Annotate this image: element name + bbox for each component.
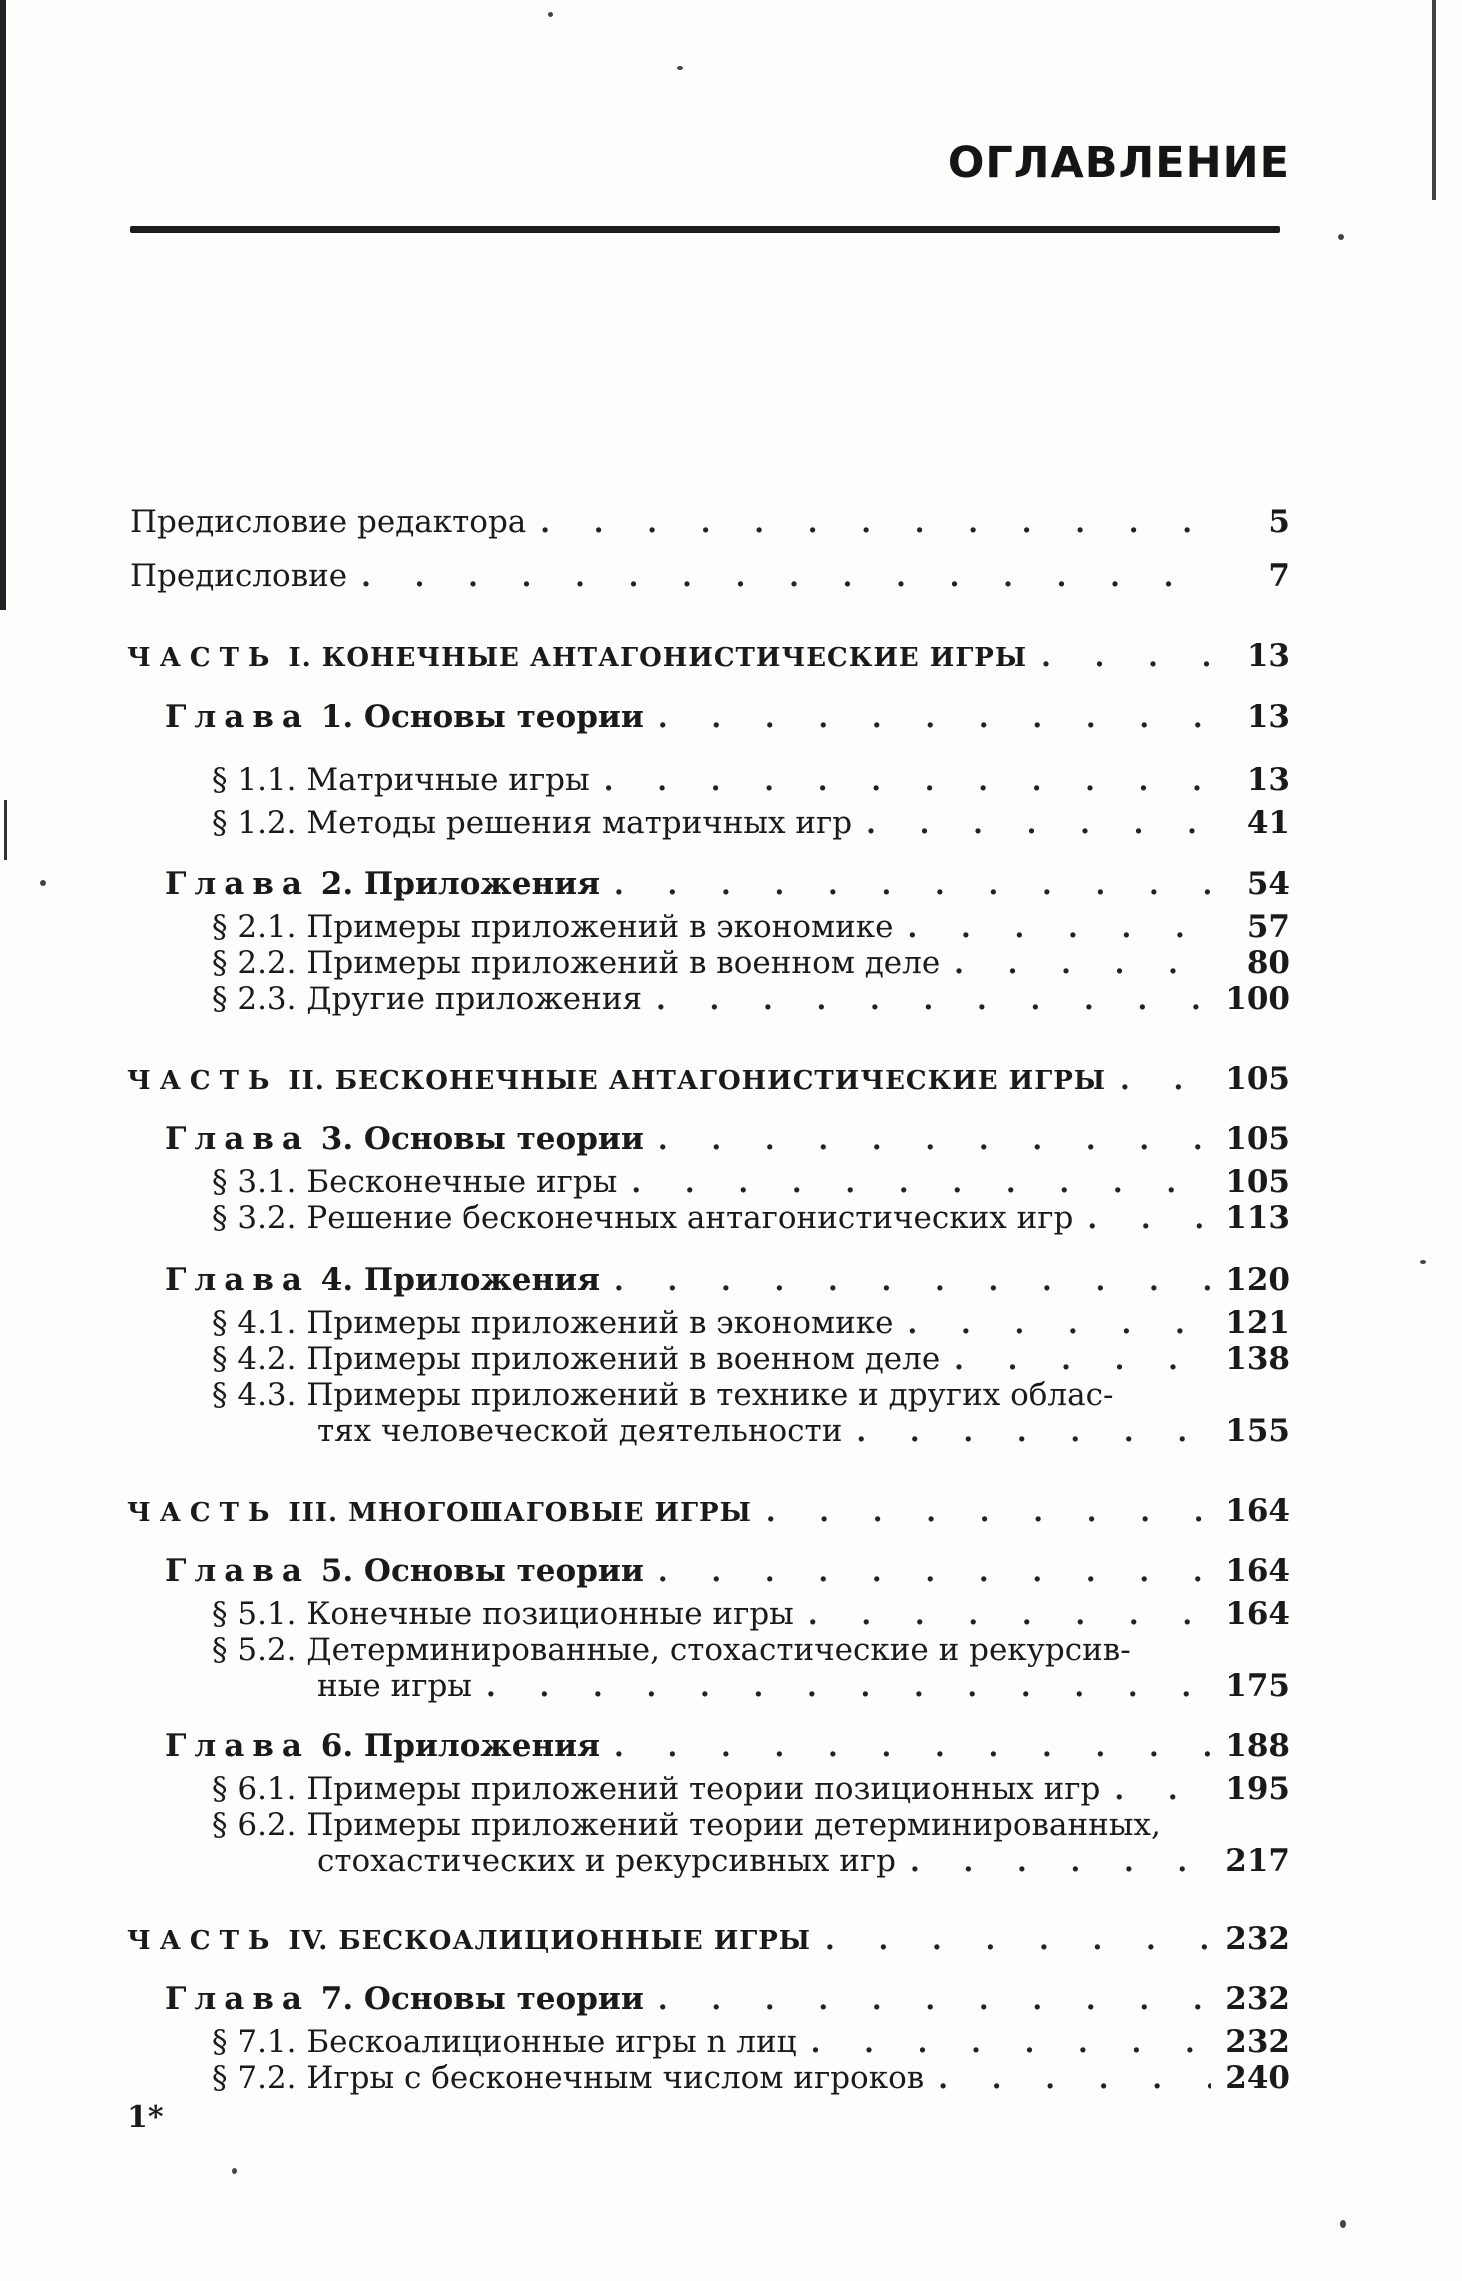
section-number: § 5.2. <box>212 1632 297 1668</box>
chapter-title: 3. Основы теории <box>320 1121 644 1157</box>
toc-chapter <box>165 1260 1290 1300</box>
leader-dots <box>658 1552 1211 1592</box>
toc-chapter <box>165 1551 1290 1591</box>
section-title: Примеры приложений в военном деле <box>306 945 941 981</box>
scan-edge-shadow <box>4 800 7 860</box>
toc-chapter <box>165 1979 1290 2019</box>
page-number: 164 <box>1225 1493 1290 1529</box>
leader-dots <box>486 1667 1211 1707</box>
toc-section <box>212 2058 1290 2098</box>
leader-dots <box>908 1304 1212 1344</box>
page-number: 13 <box>1246 699 1290 735</box>
toc-entry-front <box>130 502 1290 542</box>
leader-dots <box>614 1727 1211 1767</box>
page-number: 113 <box>1225 1200 1290 1236</box>
scan-speck <box>232 2168 237 2174</box>
toc-section <box>212 760 1290 800</box>
signature-mark: 1* <box>127 2100 164 2135</box>
chapter-word: Глава <box>165 1981 310 2017</box>
section-title: Примеры приложений в технике и других облас- <box>306 1377 1114 1413</box>
toc-part <box>127 1491 1290 1531</box>
leader-dots <box>614 1261 1211 1301</box>
leader-dots <box>540 503 1216 543</box>
page-number: 100 <box>1225 981 1290 1017</box>
section-title-continued: стохастических и рекурсивных игр <box>317 1843 896 1879</box>
page-number: 7 <box>1268 558 1290 594</box>
page-number: 195 <box>1225 1771 1290 1807</box>
toc-chapter <box>165 864 1290 904</box>
page-number: 164 <box>1225 1596 1290 1632</box>
part-title: I. КОНЕЧНЫЕ АНТАГОНИСТИЧЕСКИЕ ИГРЫ <box>288 643 1028 673</box>
scan-edge-shadow <box>1432 0 1436 200</box>
scan-speck <box>1338 234 1344 240</box>
toc-section <box>212 803 1290 843</box>
page-number: 138 <box>1225 1341 1290 1377</box>
leader-dots <box>631 1163 1211 1203</box>
page-number: 105 <box>1225 1164 1290 1200</box>
leader-dots <box>954 1340 1211 1380</box>
section-number: § 2.3. <box>212 981 297 1017</box>
page-title: ОГЛАВЛЕНИЕ <box>947 138 1290 188</box>
section-title: Бескоалиционные игры n лиц <box>306 2024 797 2060</box>
page-number: 232 <box>1225 2024 1290 2060</box>
page-number: 105 <box>1225 1061 1290 1097</box>
part-title: III. МНОГОШАГОВЫЕ ИГРЫ <box>288 1498 752 1528</box>
chapter-word: Глава <box>165 1553 310 1589</box>
part-word: ЧАСТЬ <box>127 643 279 673</box>
scan-speck <box>548 12 553 17</box>
leader-dots <box>808 1595 1211 1635</box>
leader-dots <box>658 1120 1211 1160</box>
leader-dots <box>656 980 1211 1020</box>
toc-section <box>212 1198 1290 1238</box>
section-number: § 4.2. <box>212 1341 297 1377</box>
section-title: Бесконечные игры <box>306 1164 618 1200</box>
toc-section <box>212 2022 1290 2062</box>
toc-section <box>212 1594 1290 1634</box>
chapter-word: Глава <box>165 1262 310 1298</box>
section-title: Примеры приложений теории детерминированных, <box>306 1807 1161 1843</box>
leader-dots <box>825 1920 1211 1960</box>
leader-dots <box>1041 637 1216 677</box>
page-number: 175 <box>1225 1668 1290 1704</box>
entry-title: Предисловие <box>130 558 348 594</box>
leader-dots <box>938 2059 1211 2099</box>
page-number: 41 <box>1246 805 1290 841</box>
section-number: § 4.3. <box>212 1377 297 1413</box>
page-number: 120 <box>1225 1262 1290 1298</box>
leader-dots <box>1114 1770 1211 1810</box>
section-number: § 6.1. <box>212 1771 297 1807</box>
section-title: Другие приложения <box>306 981 643 1017</box>
scan-speck <box>1340 2220 1346 2228</box>
section-title: Примеры приложений в военном деле <box>306 1341 941 1377</box>
section-title-continued: тях человеческой деятельности <box>317 1413 843 1449</box>
page-number: 188 <box>1225 1728 1290 1764</box>
title-rule <box>130 226 1280 233</box>
chapter-word: Глава <box>165 1728 310 1764</box>
page-number: 5 <box>1268 504 1290 540</box>
page-number: 217 <box>1225 1843 1290 1879</box>
section-number: § 3.1. <box>212 1164 297 1200</box>
leader-dots <box>658 698 1216 738</box>
scan-edge-shadow <box>0 0 6 610</box>
section-title: Примеры приложений в экономике <box>306 1305 894 1341</box>
section-number: § 6.2. <box>212 1807 297 1843</box>
section-number: § 7.1. <box>212 2024 297 2060</box>
leader-dots <box>910 1842 1211 1882</box>
page-number: 13 <box>1246 762 1290 798</box>
chapter-title: 6. Приложения <box>320 1728 601 1764</box>
chapter-title: 4. Приложения <box>320 1262 601 1298</box>
section-number: § 2.2. <box>212 945 297 981</box>
leader-dots <box>361 557 1216 597</box>
page-number: 13 <box>1246 638 1290 674</box>
part-word: ЧАСТЬ <box>127 1926 279 1956</box>
section-title: Решение бесконечных антагонистических игр <box>306 1200 1074 1236</box>
scan-speck <box>40 880 46 886</box>
toc-section <box>212 943 1290 983</box>
leader-dots <box>811 2023 1212 2063</box>
page-number: 232 <box>1225 1921 1290 1957</box>
section-title: Детерминированные, стохастические и рекурсив- <box>306 1632 1131 1668</box>
toc-section <box>212 907 1290 947</box>
page-number: 164 <box>1225 1553 1290 1589</box>
page-number: 80 <box>1246 945 1290 981</box>
section-title-continued: ные игры <box>317 1668 472 1704</box>
page-number: 155 <box>1225 1413 1290 1449</box>
page-number: 121 <box>1225 1305 1290 1341</box>
toc-part <box>127 1919 1290 1959</box>
chapter-title: 7. Основы теории <box>320 1981 644 2017</box>
page-number: 57 <box>1246 909 1290 945</box>
toc-chapter <box>165 1726 1290 1766</box>
leader-dots <box>1087 1199 1211 1239</box>
toc-chapter <box>165 1119 1290 1159</box>
leader-dots <box>908 908 1217 948</box>
chapter-title: 1. Основы теории <box>320 699 644 735</box>
part-title: II. БЕСКОНЕЧНЫЕ АНТАГОНИСТИЧЕСКИЕ ИГРЫ <box>288 1066 1106 1096</box>
toc-chapter <box>165 697 1290 737</box>
part-title: IV. БЕСКОАЛИЦИОННЫЕ ИГРЫ <box>288 1926 812 1956</box>
page-number: 54 <box>1246 866 1290 902</box>
section-number: § 1.2. <box>212 805 297 841</box>
toc-section <box>212 979 1290 1019</box>
section-number: § 4.1. <box>212 1305 297 1341</box>
toc-section <box>212 1162 1290 1202</box>
page-number: 105 <box>1225 1121 1290 1157</box>
toc-section <box>212 1303 1290 1343</box>
chapter-word: Глава <box>165 699 310 735</box>
section-title: Методы решения матричных игр <box>306 805 853 841</box>
toc-section <box>212 1805 1290 1845</box>
section-number: § 3.2. <box>212 1200 297 1236</box>
toc-section-continuation <box>317 1411 1290 1451</box>
chapter-title: 2. Приложения <box>320 866 601 902</box>
leader-dots <box>658 1980 1211 2020</box>
toc-section <box>212 1769 1290 1809</box>
chapter-title: 5. Основы теории <box>320 1553 644 1589</box>
page-number: 240 <box>1225 2060 1290 2096</box>
toc-section-continuation <box>317 1666 1290 1706</box>
section-title: Конечные позиционные игры <box>306 1596 794 1632</box>
page-number: 232 <box>1225 1981 1290 2017</box>
scan-speck <box>1420 1260 1426 1264</box>
section-title: Игры с бесконечным числом игроков <box>306 2060 925 2096</box>
part-word: ЧАСТЬ <box>127 1498 279 1528</box>
section-title: Примеры приложений в экономике <box>306 909 894 945</box>
leader-dots <box>866 804 1216 844</box>
section-title: Примеры приложений теории позиционных игр <box>306 1771 1101 1807</box>
toc-section-continuation <box>317 1841 1290 1881</box>
toc-section <box>212 1375 1290 1415</box>
toc-part <box>127 636 1290 676</box>
section-number: § 1.1. <box>212 762 297 798</box>
toc-section <box>212 1630 1290 1670</box>
leader-dots <box>614 865 1216 905</box>
leader-dots <box>856 1412 1211 1452</box>
chapter-word: Глава <box>165 866 310 902</box>
leader-dots <box>1120 1060 1211 1100</box>
toc-entry-front <box>130 556 1290 596</box>
part-word: ЧАСТЬ <box>127 1066 279 1096</box>
entry-title: Предисловие редактора <box>130 504 527 540</box>
section-title: Матричные игры <box>306 762 590 798</box>
section-number: § 5.1. <box>212 1596 297 1632</box>
toc-section <box>212 1339 1290 1379</box>
chapter-word: Глава <box>165 1121 310 1157</box>
leader-dots <box>954 944 1216 984</box>
section-number: § 2.1. <box>212 909 297 945</box>
section-number: § 7.2. <box>212 2060 297 2096</box>
leader-dots <box>766 1492 1211 1532</box>
toc-part <box>127 1059 1290 1099</box>
leader-dots <box>604 761 1216 801</box>
scan-speck <box>677 66 683 70</box>
